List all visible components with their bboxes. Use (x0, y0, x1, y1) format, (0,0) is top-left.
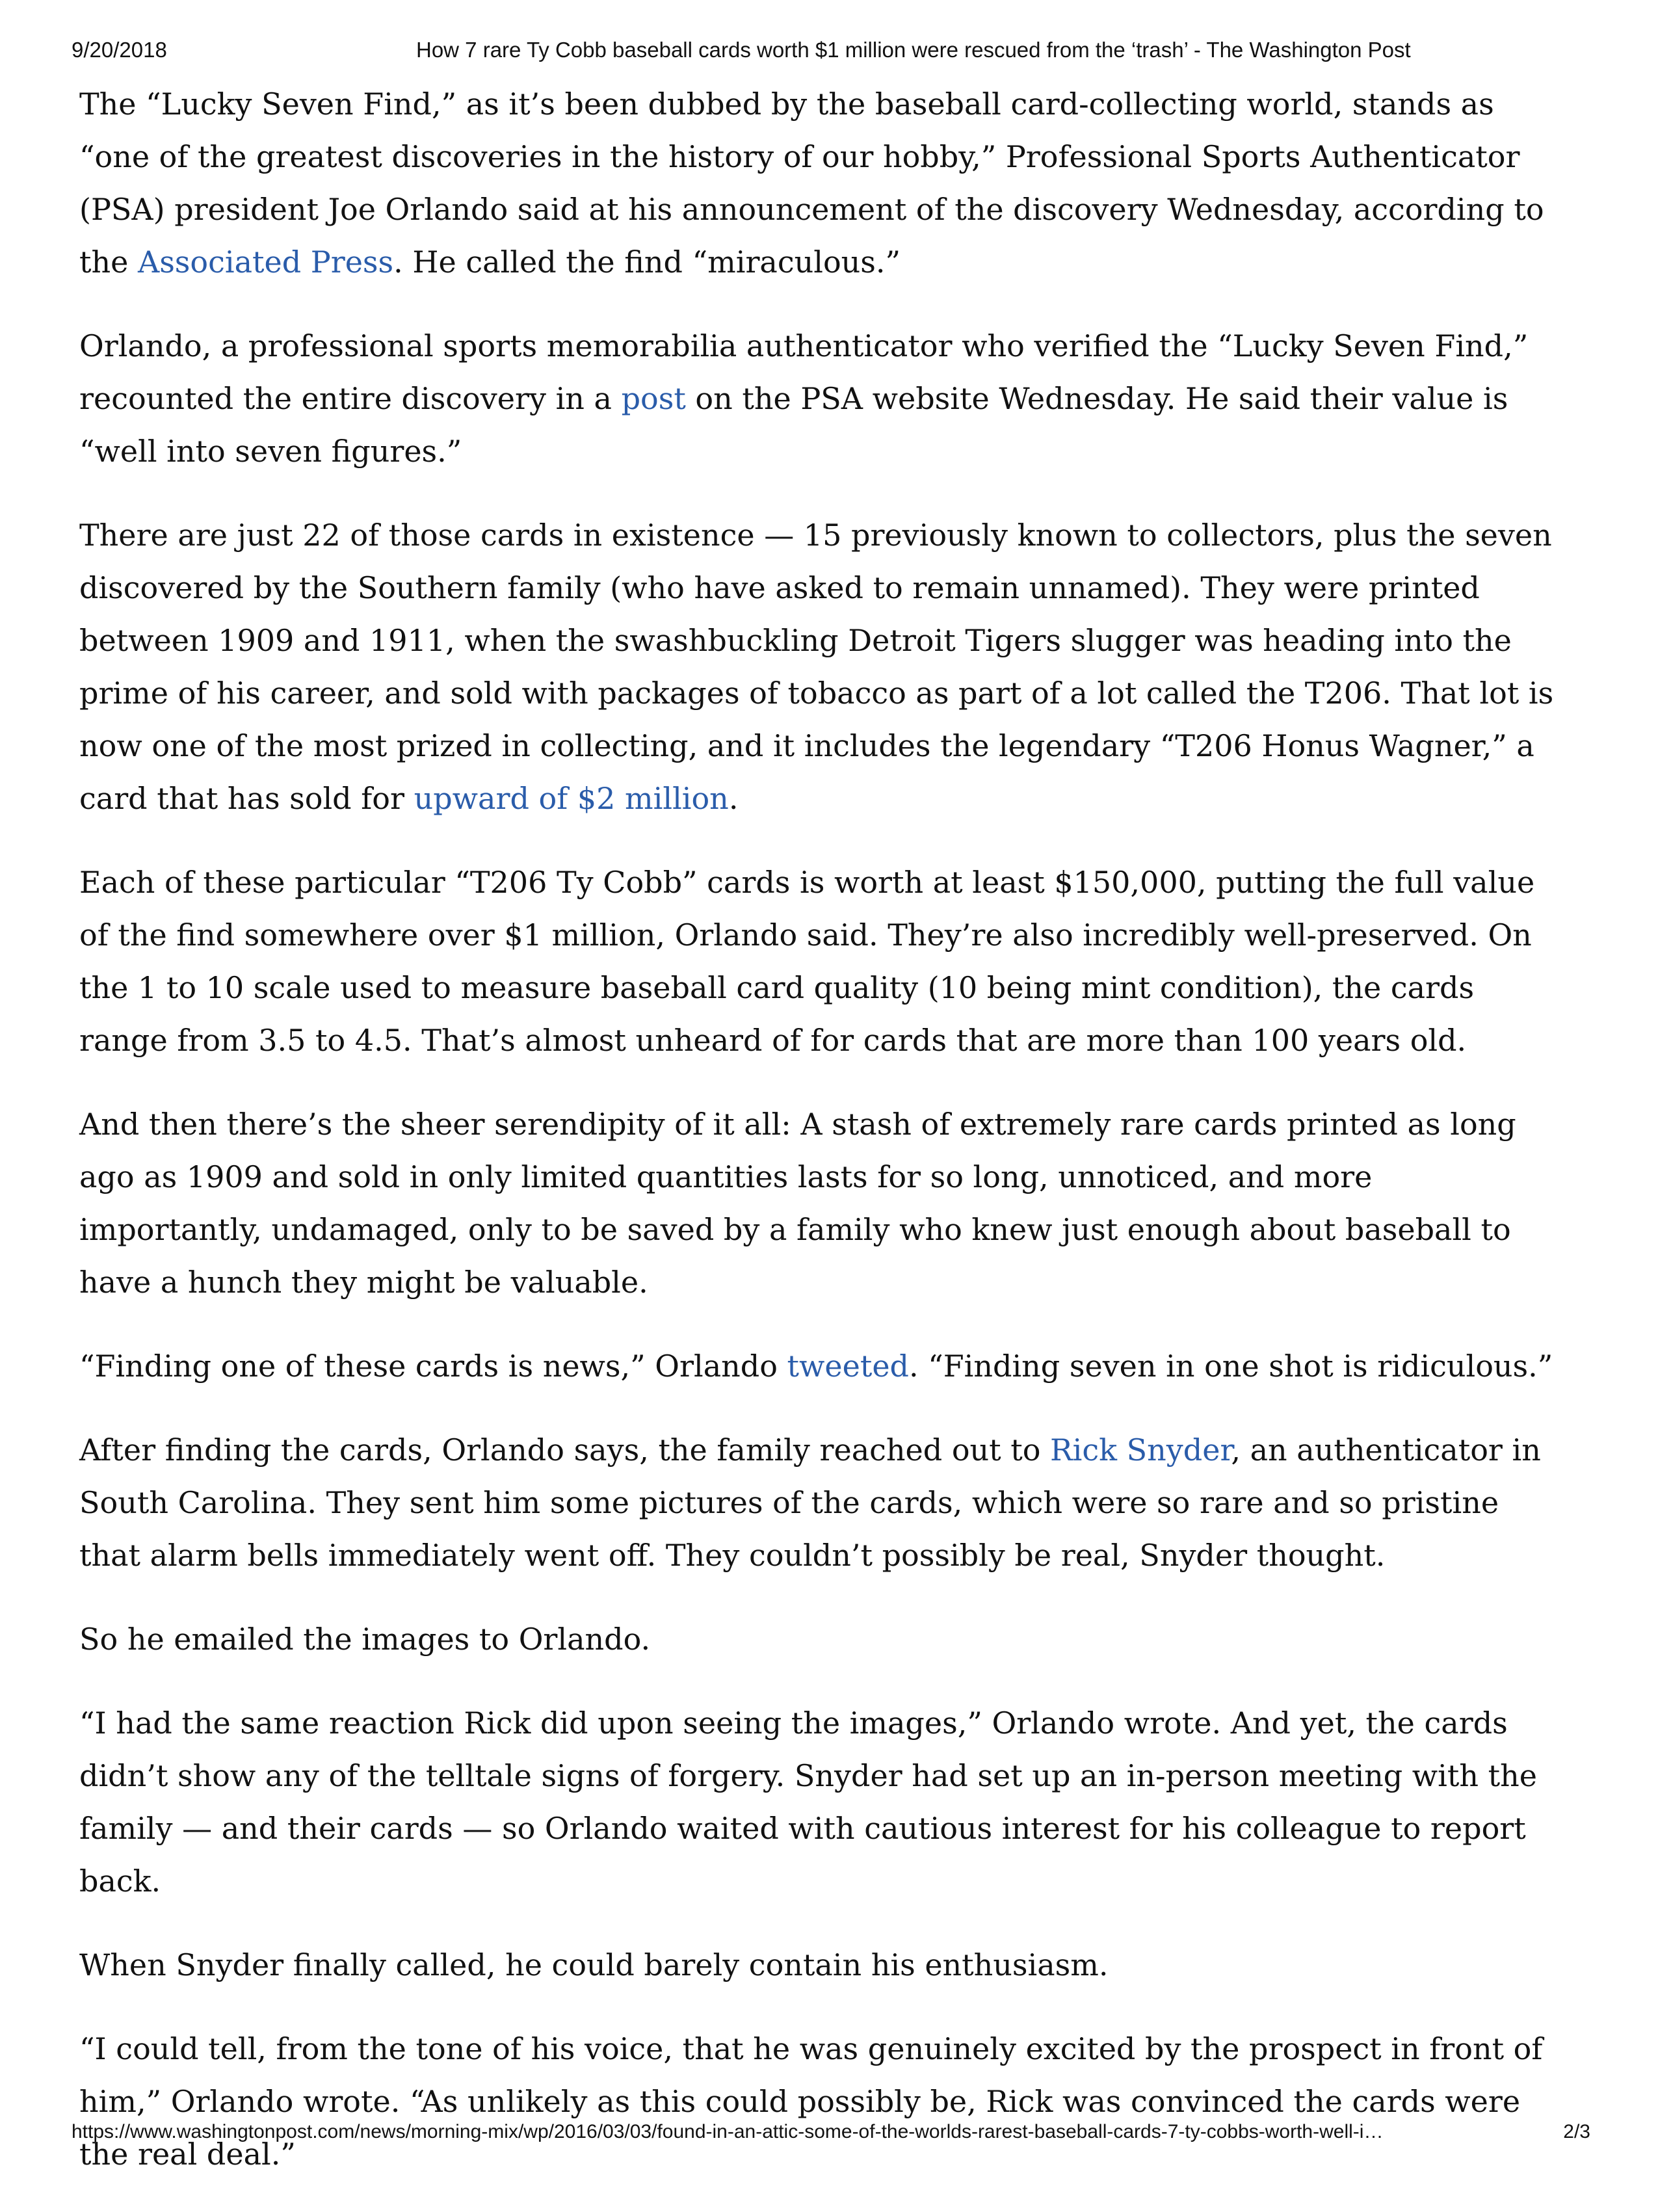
paragraph-11: “I could tell, from the tone of his voice, that he was genuinely excited by the prospect in front of him,” Orlando wrote. “As unlikely as this could possibly be, Rick was convinced the cards were the real deal.” (79, 2031, 1543, 2172)
page-number: 2/3 (1563, 2121, 1590, 2142)
paragraph-text: . (728, 781, 739, 816)
paragraph-6 (79, 1340, 1562, 1393)
paragraph-text: on the PSA website Wednesday. He said their value is “well into seven figures.” (79, 381, 1508, 469)
print-date: 9/20/2018 (72, 38, 167, 62)
rick-snyder-link[interactable]: Rick Snyder (1050, 1432, 1231, 1468)
paragraph-text: . “Finding seven in one shot is ridiculous.” (909, 1349, 1553, 1384)
article-body (79, 78, 1562, 2212)
paragraph-text: , an authenticator in South Carolina. They sent him some pictures of the cards, which were so rare and so pristine that alarm bells immediately went off. They couldn’t possibly be real, Snyder thought. (79, 1432, 1541, 1573)
print-header (0, 38, 1658, 70)
paragraph-text: There are just 22 of those cards in existence — 15 previously known to collectors, plus the seven discovered by the Southern family (who have asked to remain unnamed). They were printed between 1909 and 1911, when the swashbuckling Detroit Tigers slugger was heading into the prime of his career, and sold with packages of tobacco as part of a lot called the T206. That lot is now one of the most prized in collecting, and it includes the legendary “T206 Honus Wagner,” a card that has sold for (79, 518, 1554, 816)
page-url: https://www.washingtonpost.com/news/morning-mix/wp/2016/03/03/found-in-an-attic-some-of-the-worlds-rarest-baseball-cards-7-ty-cobbs-worth-well-i… (72, 2121, 1384, 2142)
paragraph-7 (79, 1424, 1562, 1582)
print-footer (0, 2121, 1658, 2147)
paragraph-1 (79, 78, 1562, 289)
paragraph-text: Orlando, a professional sports memorabilia authenticator who verified the “Lucky Seven Find,” recounted the entire discovery in a (79, 328, 1529, 416)
paragraph-text: The “Lucky Seven Find,” as it’s been dubbed by the baseball card-collecting world, stands as “one of the greatest discoveries in the history of our hobby,” Professional Sports Authenticator (PSA) president Joe Orlando said at his announcement of the discovery Wednesday, according to the (79, 86, 1544, 280)
psa-post-link[interactable]: post (621, 381, 686, 416)
upward-of-2-million-link[interactable]: upward of $2 million (414, 781, 729, 816)
paragraph-text: After finding the cards, Orlando says, the family reached out to (79, 1432, 1051, 1468)
paragraph-5: And then there’s the sheer serendipity of it all: A stash of extremely rare cards printed as long ago as 1909 and sold in only limited quantities lasts for so long, unnoticed, and more importantly, undamaged, only to be saved by a family who knew just enough about baseball to have a hunch they might be valuable. (79, 1107, 1516, 1300)
paragraph-text: . He called the find “miraculous.” (393, 244, 901, 280)
associated-press-link[interactable]: Associated Press (137, 244, 394, 280)
paragraph-4: Each of these particular “T206 Ty Cobb” cards is worth at least $150,000, putting the full value of the find somewhere over $1 million, Orlando said. They’re also incredibly well-preserved. On the 1 to 10 scale used to measure baseball card quality (10 being mint condition), the cards range from 3.5 to 4.5. That’s almost unheard of for cards that are more than 100 years old. (79, 865, 1535, 1058)
paragraph-text: “Finding one of these cards is news,” Orlando (79, 1349, 787, 1384)
paragraph-2 (79, 320, 1562, 478)
paragraph-10: When Snyder finally called, he could barely contain his enthusiasm. (79, 1947, 1109, 1982)
paragraph-3 (79, 509, 1562, 825)
paragraph-9: “I had the same reaction Rick did upon seeing the images,” Orlando wrote. And yet, the cards didn’t show any of the telltale signs of forgery. Snyder had set up an in-person meeting with the family — and their cards — so Orlando waited with cautious interest for his colleague to report back. (79, 1705, 1537, 1899)
tweeted-link[interactable]: tweeted (787, 1349, 909, 1384)
page-title: How 7 rare Ty Cobb baseball cards worth $1 million were rescued from the ‘trash’ - The Washington Post (416, 38, 1411, 62)
paragraph-8: So he emailed the images to Orlando. (79, 1622, 651, 1657)
